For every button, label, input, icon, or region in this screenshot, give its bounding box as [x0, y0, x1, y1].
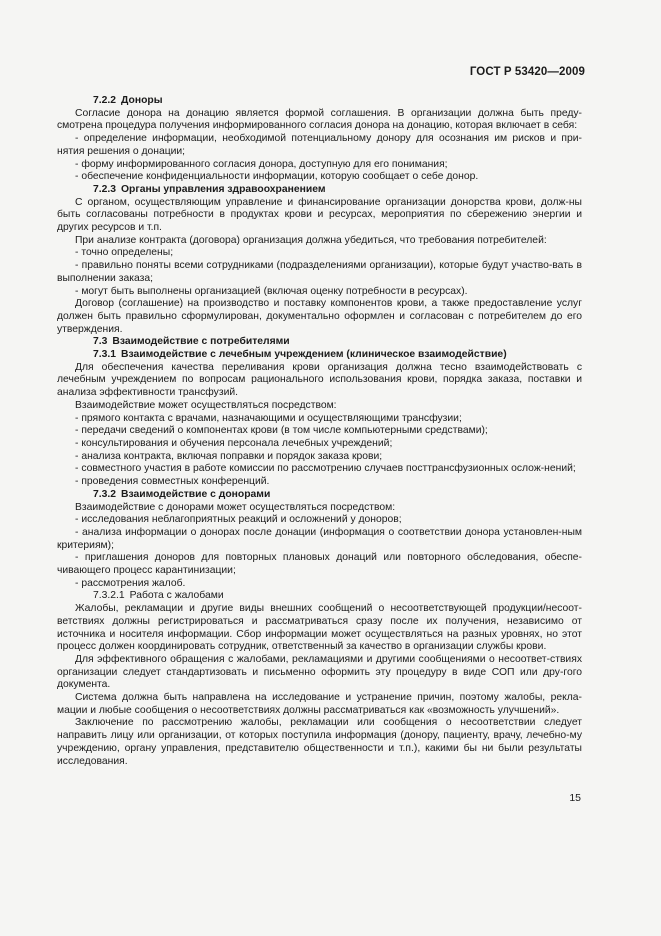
section-number: 7.2.2	[93, 95, 117, 106]
paragraph: - консультирования и обучения персонала лечебных учреждений;	[75, 437, 393, 449]
paragraph: - рассмотрения жалоб.	[75, 577, 186, 589]
paragraph: Для эффективного обращения с жалобами, рекламациями и другими сообщениями о несоответ-ствиях организации следует стандартизовать и письменно оформить эту процедуру в виде СОП или дру-гого документа.	[57, 653, 582, 691]
section-number: 7.3	[93, 336, 108, 348]
paragraph: Взаимодействие может осуществляться посредством:	[75, 399, 337, 411]
paragraph: Жалобы, рекламации и другие виды внешних сообщений о несоответствующей продукции/несоот-ветствиях должны регистрироваться и рассматриваться сразу после их получения, независимо от источника и носителя информации. Сбор информации может осуществляться на разных уровнях, но этот процесс должен координировать сотрудник, ответственный за качество в организации службы крови.	[57, 603, 582, 653]
paragraph: - форму информированного согласия донора, доступную для его понимания;	[75, 158, 448, 170]
paragraph: - проведения совместных конференций.	[75, 476, 270, 488]
document-body	[57, 95, 582, 768]
paragraph: - прямого контакта с врачами, назначающими и осуществляющими трансфузии;	[75, 412, 462, 424]
section-title: Доноры	[121, 95, 163, 106]
paragraph: - исследования неблагоприятных реакций и осложнений у доноров;	[75, 514, 402, 526]
paragraph: Взаимодействие с донорами может осуществляться посредством:	[75, 501, 396, 513]
standard-header: ГОСТ Р 53420—2009	[469, 66, 585, 78]
section-number: 7.2.3	[93, 183, 117, 195]
section-title: Работа с жалобами	[129, 590, 224, 602]
section-heading	[57, 336, 582, 349]
section-title: Органы управления здравоохранением	[121, 183, 326, 195]
paragraph: Для обеспечения качества переливания крови организация должна тесно взаимодействовать с лечебным учреждением по вопросам рационального использования крови, порядка заказа, поставки и анализа эффективности трансфузий.	[57, 361, 582, 399]
paragraph: - анализа информации о донорах после донации (информация о соответствии донора установлен-ным критериям);	[57, 526, 582, 551]
paragraph: С органом, осуществляющим управление и финансирование организации донорства крови, долж-ны быть согласованы потребности в продуктах крови и ресурсах, мероприятия по сбережению энергии и других ресурсов и т.п.	[57, 196, 582, 234]
section-number: 7.3.2	[93, 488, 117, 500]
paragraph: Система должна быть направлена на исследование и устранение причин, поэтому жалобы, рекла-мации и любые сообщения о несоответствиях должны рассматриваться как «возможность улучшений».	[57, 692, 582, 716]
paragraph: - определение информации, необходимой потенциальному донору для осознания им рисков и при-нятия решения о донации;	[57, 133, 582, 157]
paragraph: Договор (соглашение) на производство и поставку компонентов крови, а также предоставление услуг должен быть правильно сформулирован, документально оформлен и согласован с потребителем до его утверждения.	[57, 298, 582, 335]
paragraph: - анализа контракта, включая поправки и порядок заказа крови;	[75, 450, 383, 462]
paragraph: Заключение по рассмотрению жалобы, рекламации или сообщения о несоответствии следует направить лицу или организации, от которых поступила информация (донору, пациенту, врачу, лечебно-му учреждению, органу управления, представителю общественности и т.п.), какими бы ни были результаты исследования.	[57, 717, 582, 767]
section-heading	[57, 184, 582, 197]
section-heading	[57, 349, 582, 362]
paragraph: - правильно поняты всеми сотрудниками (подразделениями организации), которые будут участво-вать в выполнении заказа;	[57, 260, 582, 284]
paragraph: - могут быть выполнены организацией (включая оценку потребности в ресурсах).	[75, 285, 468, 297]
paragraph: - совместного участия в работе комиссии по рассмотрению случаев посттрансфузионных ослож-нений;	[75, 463, 576, 475]
section-heading	[57, 489, 582, 502]
paragraph: - приглашения доноров для повторных плановых донаций или повторного обследования, обеспе-чивающего процесс карантинизации;	[57, 552, 582, 577]
section-number: 7.3.2.1	[93, 590, 125, 602]
paragraph: Согласие донора на донацию является формой соглашения. В организации должна быть преду-смотрена процедура получения информированного согласия донора на донацию, которая включает в себя:	[57, 107, 582, 132]
section-title: Взаимодействие с потребителями	[112, 336, 290, 348]
paragraph: - обеспечение конфиденциальности информации, которую сообщает о себе донор.	[75, 171, 479, 183]
section-title: Взаимодействие с донорами	[121, 488, 271, 500]
paragraph: - точно определены;	[75, 247, 174, 259]
page-number: 15	[569, 792, 581, 804]
section-title: Взаимодействие с лечебным учреждением (клиническое взаимодействие)	[121, 349, 507, 361]
section-heading	[57, 95, 582, 108]
paragraph: При анализе контракта (договора) организация должна убедиться, что требования потребителей:	[75, 234, 547, 246]
section-heading	[57, 590, 582, 603]
section-number: 7.3.1	[93, 349, 117, 361]
paragraph: - передачи сведений о компонентах крови (в том числе компьютерными средствами);	[75, 425, 488, 437]
